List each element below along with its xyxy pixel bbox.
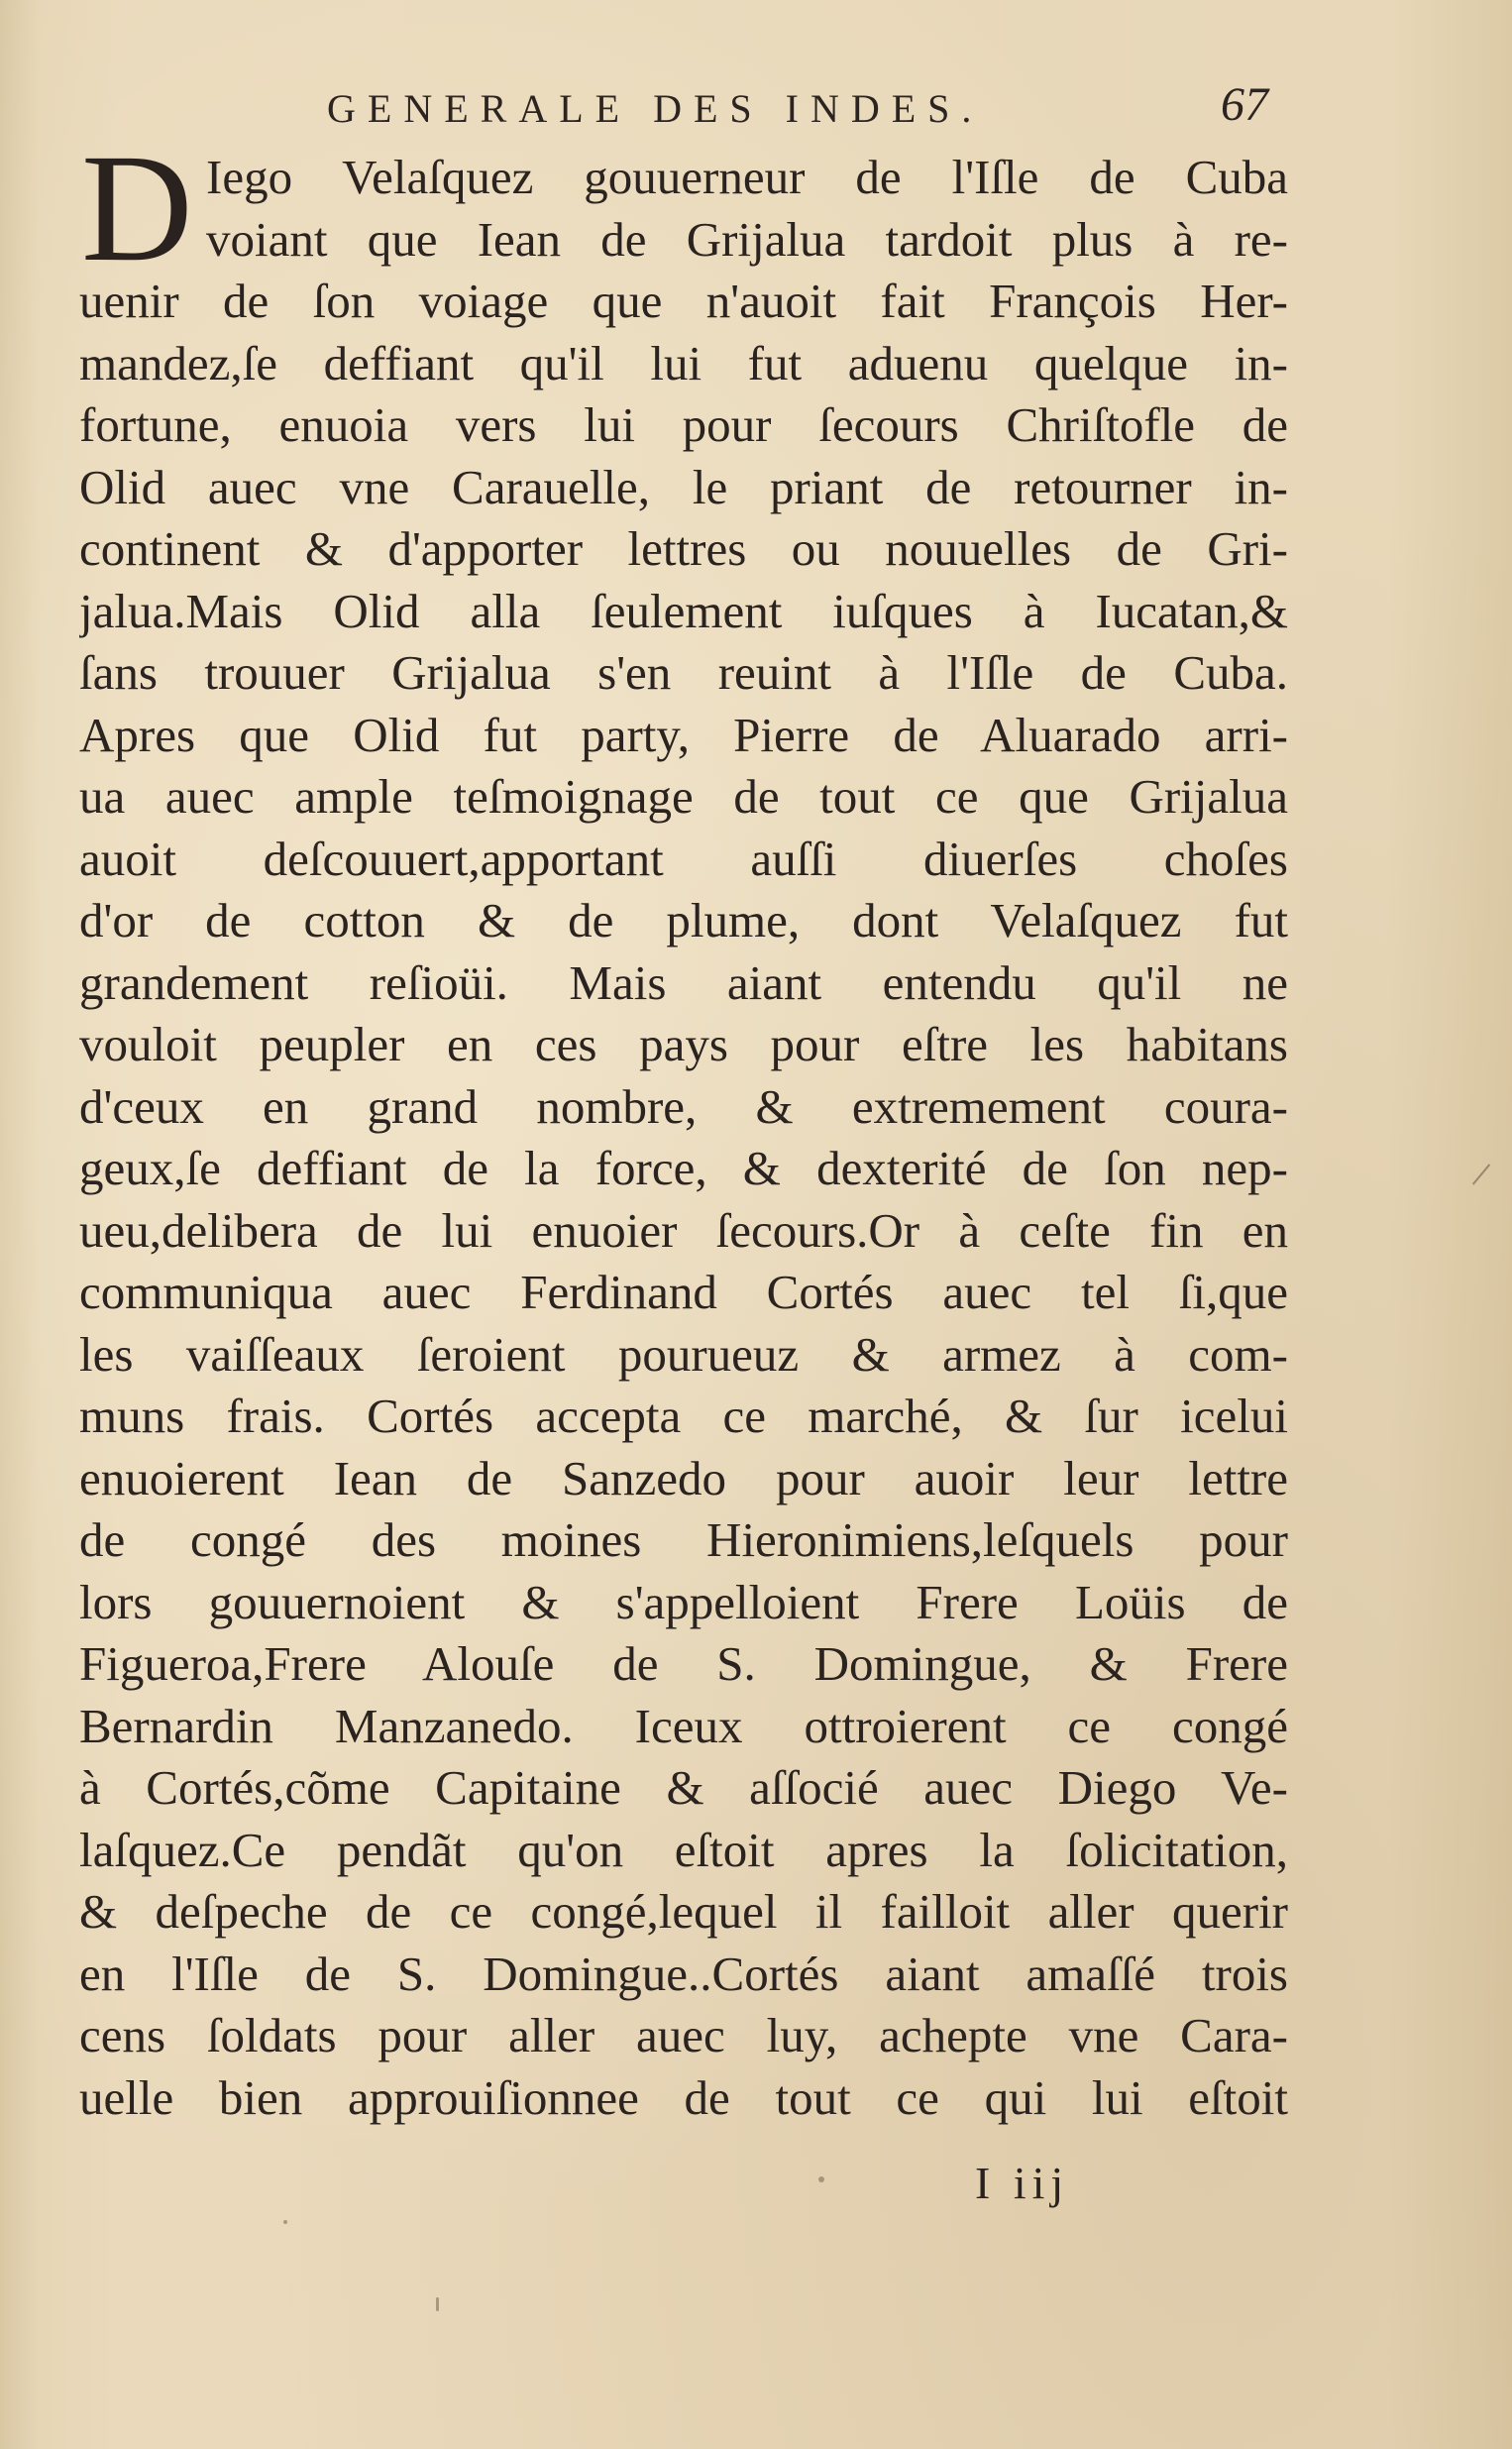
text-line: lors gouuernoient & s'appelloient Frere Loüis de [79,1574,1288,1629]
text-line: grandement reſioüi. Mais aiant entendu qu'il ne [79,954,1288,1010]
text-line: vouloit peupler en ces pays pour eſtre les habitans [79,1017,1288,1071]
text-line: à Cortés,cõme Capitaine & aſſocié auec Diego Ve- [79,1760,1288,1815]
text-line: uenir de ſon voiage que n'auoit fait François Her- [79,274,1288,328]
text-line: d'or de cotton & de plume, dont Velaſquez fut [79,893,1288,947]
text-line: mandez,ſe deffiant qu'il lui fut aduenu quelque in- [79,335,1288,390]
text-line: Olid auec vne Carauelle, le priant de retourner in- [79,459,1288,514]
paper-speck [818,2176,824,2182]
running-head [0,77,1512,147]
text-line: jalua.Mais Olid alla ſeulement iuſques à Iucatan,& [79,583,1288,638]
text-line: de congé des moines Hieronimiens,leſquels pour [79,1512,1288,1567]
text-line: ſans trouuer Grijalua s'en reuint à l'Iſle de Cuba. [79,645,1288,700]
stray-mark [1472,1164,1490,1184]
body-text [79,147,1288,2129]
text-line: les vaiſſeaux ſeroient pourueuz & armez à com- [79,1326,1288,1382]
text-line: en l'Iſle de S. Domingue..Cortés aiant amaſſé trois [79,1946,1288,2001]
text-line: Apres que Olid fut party, Pierre de Aluarado arri- [79,707,1288,762]
text-line: continent & d'apporter lettres ou nouuelles de Gri- [79,521,1288,576]
text-line: laſquez.Ce pendãt qu'on eſtoit apres la ſolicitation, [79,1822,1288,1877]
text-line: enuoierent Iean de Sanzedo pour auoir leur lettre [79,1450,1288,1505]
text-line: muns frais. Cortés accepta ce marché, & ſur icelui [79,1389,1288,1443]
text-line: uelle bien approuiſionnee de tout ce qui lui eſtoit [79,2069,1288,2125]
text-line: Bernardin Manzanedo. Iceux ottroierent ce congé [79,1698,1288,1753]
drop-cap: D [81,122,193,293]
text-line: fortune, enuoia vers lui pour ſecours Chriſtofle de [79,397,1288,452]
text-line: Figueroa,Frere Alouſe de S. Domingue, & Frere [79,1636,1288,1691]
running-title: GENERALE DES INDES. [327,86,984,131]
text-line: voiant que Iean de Grijalua tardoit plus à re- [206,211,1288,267]
text-line: ua auec ample teſmoignage de tout ce que Grijalua [79,769,1288,824]
text-line: & deſpeche de ce congé,lequel il failloit aller querir [79,1884,1288,1939]
paper-speck [436,2297,439,2311]
text-line: d'ceux en grand nombre, & extremement coura- [79,1078,1288,1134]
text-line: communiqua auec Ferdinand Cortés auec tel ſi,que [79,1265,1288,1319]
text-line: ueu,delibera de lui enuoier ſecours.Or à ceſte fin en [79,1202,1288,1258]
text-line: auoit deſcouuert,apportant auſſi diuerſes choſes [79,831,1288,886]
text-line: cens ſoldats pour aller auec luy, achepte vne Cara- [79,2008,1288,2062]
signature-mark: I iij [975,2158,1070,2208]
page-number: 67 [1221,78,1268,131]
text-line: geux,ſe deffiant de la force, & dexterité de ſon nep- [79,1141,1288,1195]
text-line: Iego Velaſquez gouuerneur de l'Iſle de Cuba [206,150,1288,204]
paper-speck [283,2220,287,2224]
